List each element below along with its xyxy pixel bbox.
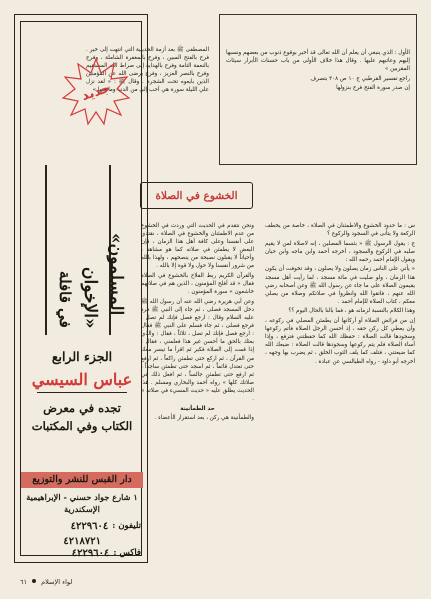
middle-column [141, 222, 254, 424]
answer: ج : يقول الرسول ﷺ « بئسما المصلين ، إنه لاصلاة لمن لا يقيم صلبه في الركوع والسجود ، أخرجه أحمد وابن ماجه وابن حبان ويقول الإمام أحمد رحمه الله : [265, 240, 415, 263]
fax-row [23, 548, 141, 559]
book-title-block [45, 165, 126, 335]
paragraph: راجع تفسير القرطبي ج ١٠ ص ٣٠٨ بتصرف [310, 75, 410, 82]
book-advertisement [14, 14, 148, 563]
phone-label: تليفون : [112, 521, 141, 531]
paragraph: « يأتي على الناس زمان يصلون ولا يصلون ، وقد تخوفت أن يكون هذا الزمان ، ولو صليت في مائة مسجد ، لما رأيت أهل مسجد يقيمون الصلاة على ما جاء عن رسول الله ﷺ وعن أصحابه رضي الله عنهم ، فاتقوا الله وانظروا في صلاتكم وصلاة من يصلي معكم ، كتاب الصلاة للإمام أحمد . [265, 266, 415, 305]
magazine-name: لواء الإسلام [41, 578, 73, 586]
page-footer [20, 578, 170, 586]
publisher-address [23, 491, 141, 515]
new-badge [61, 57, 131, 127]
book-title-line2: «الإخوان [80, 267, 100, 329]
paragraph: وعن أبي هريرة رضي الله عنه أن رسول الله ﷺ دخل المسجد فصلى ، ثم جاء إلى النبي ﷺ فرد عليه السلام وقال : ارجع فصل فإنك لم تصل . فرجع فصلى ، ثم جاء فسلم على النبي ﷺ فقال : ارجع فصل فإنك لم تصل ، ثلاثاً ، فقال : والذي بعثك بالحق ما أحسن غير هذا فعلمني ، فقال : إذا قمت إلى الصلاة فكبر ثم اقرأ ما تيسر معك من القرآن ، ثم اركع حتى تطمئن راكعاً ، ثم ارفع حتى تعتدل قائماً ، ثم اسجد حتى تطمئن ساجداً ، ثم ارفع حتى تطمئن جالساً ، ثم افعل ذلك في صلاتك كلها » رواه أحمد والبخاري ومسلم . هذا الحديث يطلق عليه « حديث المسيء في صلاته » . [141, 298, 254, 402]
phone-row [23, 521, 141, 532]
book-title-line1: في قافلة [56, 271, 74, 328]
phone-number: ٤٢١٨٧٢١ [63, 536, 101, 547]
paragraph: إن صدر سورة الفتح فرح بنزولها [336, 85, 410, 92]
page-number: ٦١ [20, 578, 27, 586]
book-part: الجزء الرابع [51, 349, 113, 364]
subheading: حد الطمأنينة [180, 405, 215, 412]
address-line: ١ شارع جواد حسني - الإبراهيمية [26, 492, 138, 502]
paragraph: الأول : الذي ينبغي أن يعلم أن الله تعالى قد أخبر بوقوع ذنوب من بعضهم ونسبها إليهم وعاتبهم عليها . وقال هذا خلاف الأولى من باب حسنات الأبرار سيئات المقربين » [226, 50, 410, 73]
top-right-text [226, 49, 410, 92]
phone-row-2 [23, 536, 141, 547]
paragraph: المصطفى ﷺ بعد أزمة الحديبية التي انتهت إلى خير . فرح بالفتح المبين ، وفرح بالمغفرة الشاملة ، وفرح بالنعمة التامة وفرح بالهداية إلى صراط الله المستقيم وفرح بالنصر العزيز ، وفرح برضى الله عن المؤمنين الذين بايعوه تحت الشجرة . وقال ﷺ : « لقد نزل علي الليلة سورة هي أحب إلي من الدنيا وما فيها » [86, 47, 209, 94]
new-badge-label: جديد [79, 80, 113, 104]
phone-number: ٤٢٢٩٦٠٤ [70, 521, 109, 532]
sale-line: تجده في معرض [43, 401, 121, 415]
section-title-text: الخشوع في الصلاة [155, 189, 238, 202]
book-author: عباس السيسي [31, 370, 133, 389]
question-answer-column [265, 222, 415, 367]
address-line: الإسكندرية [64, 504, 100, 514]
sale-info [25, 399, 139, 435]
paragraph: والقرآن الكريم ربط الفلاح بالخشوع في الصلاة فقال « قد أفلح المؤمنون ، الذين هم في صلاتهم خاشعون » سورة المؤمنون . [141, 273, 254, 296]
fax-number: ٤٢٢٩٦٠٤ [71, 548, 110, 559]
publisher-name: دار القبس للنشر والتوزيع [21, 472, 143, 488]
book-title-line3: المسلمون» [106, 232, 126, 315]
sale-line: الكتاب وفي المكتبات [31, 419, 133, 433]
paragraph: وهذا الكلام بالنسبة لزمانه هو ، فما بالنا بالحال اليوم ؟؟ [288, 308, 415, 315]
paragraph: ونحن نتقدم في الحديث التي وردت في الخشوع من عدم الاطمئنان والخشوع في الصلاة ، نقتدي على أنفسنا وعلى كافة أهل هذا الزمان ، فإن البعض لا يطمئن في صلاته كما هو مشاهد ، وأحياناً لا يقبلون نصيحة من ينصحهم ، ولهذا بالله من شرور أنفسنا ولا حول ولا قوة إلا بالله . [141, 223, 254, 270]
top-right-box [219, 14, 417, 165]
bullet-icon [32, 579, 36, 583]
section-title [140, 182, 253, 209]
question: س : ما حدود الخشوع والاطمئنان في الصلاة ، خاصة من يخطف الركعة ولا يتأنى في السجود والركوع ؟ [265, 223, 415, 238]
paragraph: والطمأنينة هي ركن ، بعد استقرار الأعضاء . [154, 415, 254, 422]
fax-label: فاكس : [113, 548, 141, 558]
paragraph: إن من فرائض الصلاة أو أركانها أن يطمئن المصلي في ركوعه ، وأن يعطي كل ركن حقه ، إذ أحسن الرجل الصلاة فأتم ركوعها وسجودها قالت الصلاة : حفظك الله كما حفظتني فترفع ، وإذا أساء الصلاة فلم يتم ركوعها وسجودها قالت الصلاة : ضيعك الله كما ضيعتني ، فتلف كما يلف الثوب الخلق ، ثم يضرب بها وجهه ، أخرجه أبو داود - رواه الطيالسي عن عبادة . [265, 318, 415, 365]
divider [37, 392, 127, 393]
